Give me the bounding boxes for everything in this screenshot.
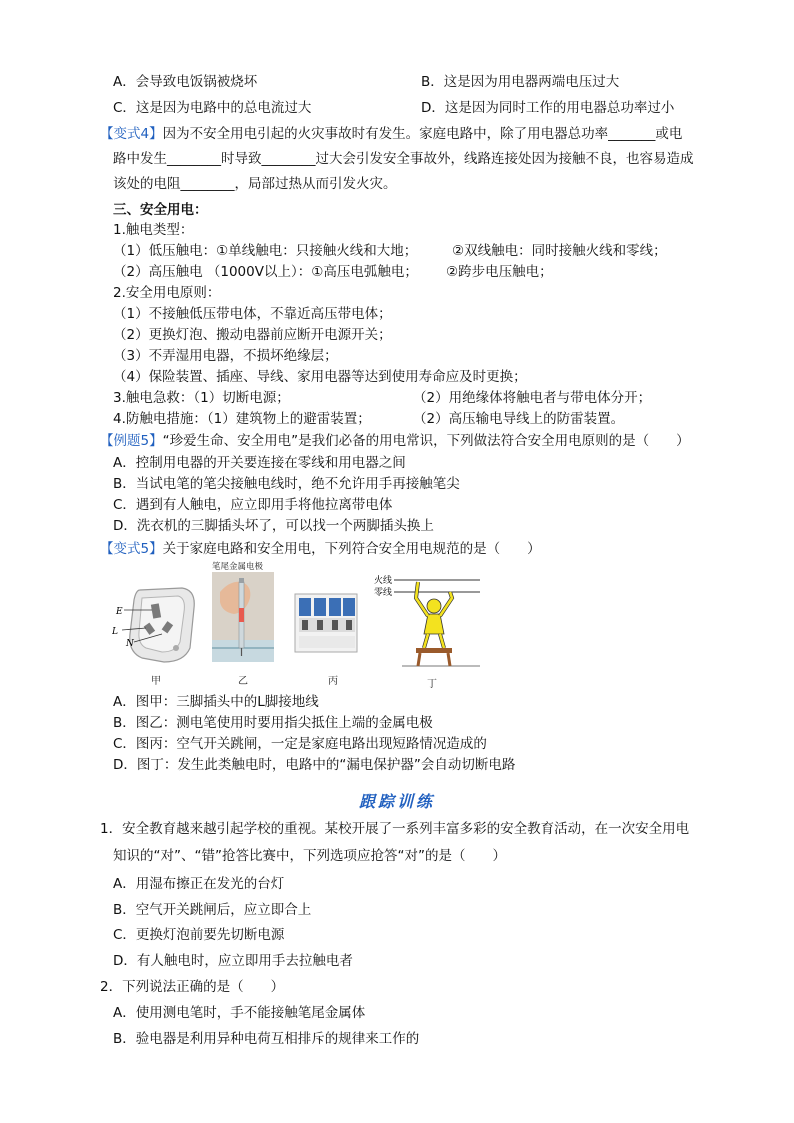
variant5-c: C．图丙：空气开关跳闸，一定是家庭电路出现短路情况造成的 [113, 736, 487, 752]
section3-heading: 三、安全用电： [113, 202, 208, 218]
variant5-d: D．图丁：发生此类触电时，电路中的“漏电保护器”会自动切断电路 [113, 757, 516, 773]
plug-figure [112, 578, 202, 668]
variant5-tag: 【变式5】 [100, 541, 163, 557]
option-d: D．这是因为同时工作的用电器总功率过小 [421, 100, 675, 116]
variant4-line2: 路中发生________时导致________过大会引发安全事故外，线路连接处因为接触不良，也容易造成 [113, 151, 694, 167]
s4-right: （2）高压输电导线上的防雷装置。 [413, 411, 625, 427]
q1-c: C．更换灯泡前要先切断电源 [113, 927, 285, 943]
example5-c: C．遇到有人触电，应立即用手将他拉离带电体 [113, 497, 393, 513]
q1-d: D．有人触电时，应立即用手去拉触电者 [113, 953, 353, 969]
s2: 2.安全用电原则： [113, 285, 221, 301]
s2a: （1）不接触低压带电体，不靠近高压带电体； [113, 306, 392, 322]
pen-electrode-label: 笔尾金属电极 [212, 562, 264, 572]
example5-tag: 【例题5】 [100, 433, 163, 449]
s1b-right: ②跨步电压触电； [446, 264, 553, 280]
plug-l-label: L [112, 627, 118, 637]
double-wire-shock-figure [372, 572, 482, 668]
tracking-title: 跟踪训练 [358, 792, 435, 811]
variant4-line3: 该处的电阻________，局部过热从而引发火灾。 [113, 176, 397, 192]
option-c: C．这是因为电路中的总电流过大 [113, 100, 312, 116]
s3-right: （2）用绝缘体将触电者与带电体分开； [413, 390, 652, 406]
variant4-tag: 【变式4】 [100, 126, 163, 142]
s2c: （3）不弄湿用电器，不损坏绝缘层； [113, 348, 338, 364]
q1-b: B．空气开关跳闸后，应立即合上 [113, 902, 312, 918]
variant5-a: A．图甲：三脚插头中的L脚接地线 [113, 694, 319, 710]
s1b-left: （2）高压触电 （1000V以上）：①高压电弧触电； [113, 264, 418, 280]
s2d: （4）保险装置、插座、导线、家用电器等达到使用寿命应及时更换； [113, 369, 527, 385]
s2b: （2）更换灯泡、搬动电器前应断开电源开关； [113, 327, 392, 343]
s1a-left: （1）低压触电：①单线触电：只接触火线和大地； [113, 243, 418, 259]
s1a-right: ②双线触电：同时接触火线和零线； [452, 243, 667, 259]
plug-e-label: E [116, 607, 123, 617]
wire-zero-label: 零线 [374, 588, 393, 598]
variant5-b: B．图乙：测电笔使用时要用指尖抵住上端的金属电极 [113, 715, 433, 731]
variant5-stem: 【变式5】关于家庭电路和安全用电，下列符合安全用电规范的是（ ） [100, 541, 541, 557]
q1-a: A．用湿布擦正在发光的台灯 [113, 876, 285, 892]
q1-line2: 知识的“对”、“错”抢答比赛中，下列选项应抢答“对”的是（ ） [113, 848, 506, 864]
variant4-line1: 【变式4】因为不安全用电引起的火灾事故时有发生。家庭电路中，除了用电器总功率_______或电 [100, 126, 683, 142]
example5-a: A．控制用电器的开关要连接在零线和用电器之间 [113, 455, 406, 471]
q2-b: B．验电器是利用异种电荷互相排斥的规律来工作的 [113, 1031, 420, 1047]
option-b: B．这是因为用电器两端电压过大 [421, 74, 620, 90]
option-a: A．会导致电饭锅被烧坏 [113, 74, 258, 90]
example5-b: B．当试电笔的笔尖接触电线时，绝不允许用手再接触笔尖 [113, 476, 460, 492]
s3-left: 3.触电急救：（1）切断电源； [113, 390, 290, 406]
caption-jia: 甲 [151, 676, 161, 687]
q1-line1: 1．安全教育越来越引起学校的重视。某校开展了一系列丰富多彩的安全教育活动，在一次安全用电 [100, 821, 690, 837]
caption-ding: 丁 [427, 679, 437, 690]
s1: 1.触电类型： [113, 222, 194, 238]
air-switch-figure [293, 588, 359, 658]
plug-n-label: N [126, 639, 134, 649]
caption-bing: 丙 [328, 676, 338, 687]
test-pen-figure [212, 572, 274, 662]
q2-stem: 2．下列说法正确的是（ ） [100, 979, 285, 995]
example5-d: D．洗衣机的三脚插头坏了，可以找一个两脚插头换上 [113, 518, 434, 534]
wire-fire-label: 火线 [374, 576, 393, 586]
q2-a: A．使用测电笔时，手不能接触笔尾金属体 [113, 1005, 366, 1021]
caption-yi: 乙 [238, 676, 248, 687]
s4-left: 4.防触电措施：（1）建筑物上的避雷装置； [113, 411, 371, 427]
example5-stem: 【例题5】“珍爱生命、安全用电”是我们必备的用电常识，下列做法符合安全用电原则的是（ ） [100, 433, 690, 449]
